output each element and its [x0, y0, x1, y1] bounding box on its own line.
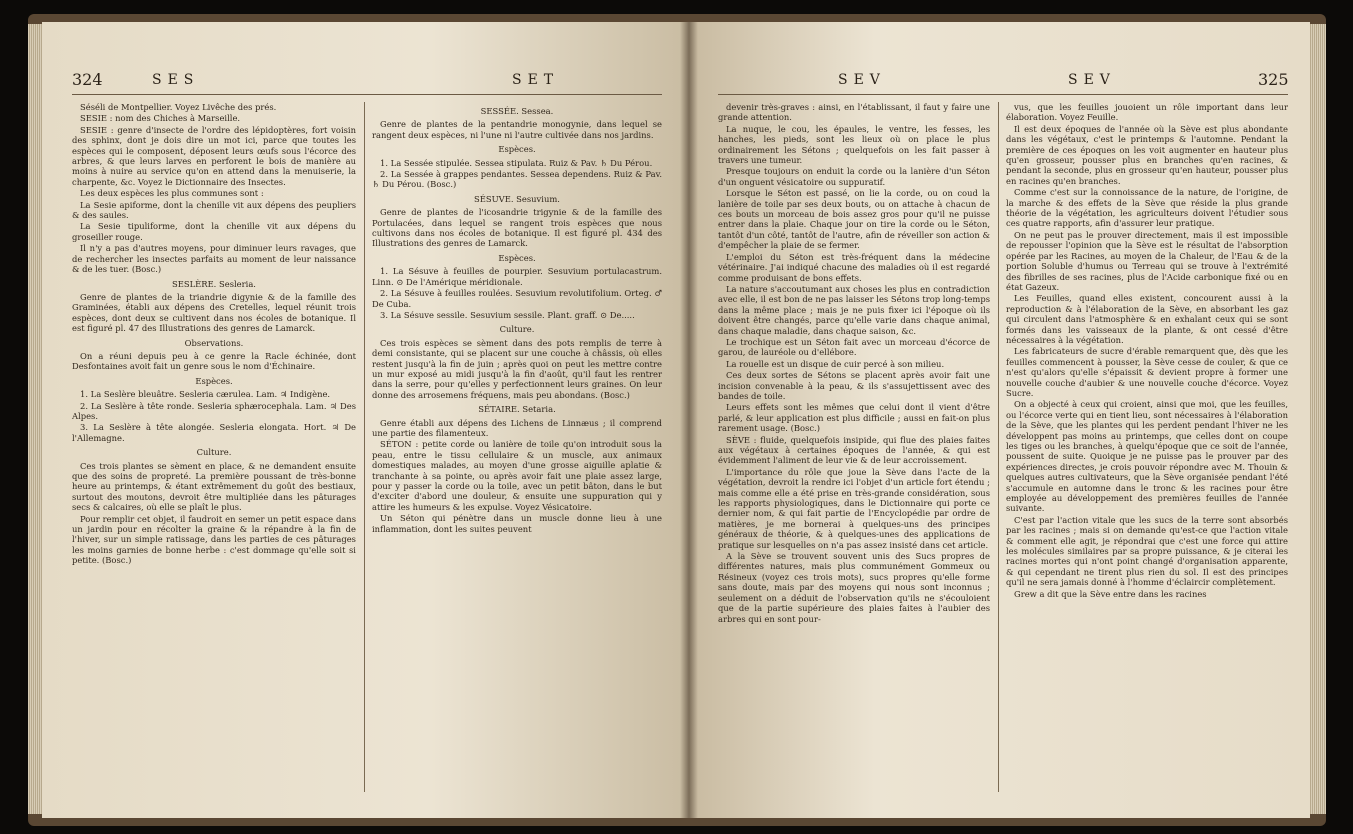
paragraph: Les deux espèces les plus communes sont :: [80, 188, 264, 199]
paragraph: Presque toujours on enduit la corde ou la lanière d'un Séton d'un onguent vésicatoire ou suppuratif.: [718, 166, 990, 187]
paragraph: Le trochique est un Séton fait avec un morceau d'écorce de garou, de lauréole ou d'ellébore.: [718, 336, 990, 358]
paragraph: Culture.: [196, 447, 232, 458]
right-page: [688, 22, 1310, 818]
paragraph: Leurs effets sont les mêmes que celui dont il vient d'être parlé, & leur application est plus difficile ; aussi en fait-on plus rarement usage. (Bosc.): [718, 402, 990, 434]
paragraph: A la Sève se trouvent souvent unis des Sucs propres de différentes natures, mais plus communément Gommeux ou Résineux (voyez ces trois mots), sucs propres qu'elle forme sans doute, mais par des moyens qui nous sont inconnus ; seulement on a déduit de l'observation qu'ils ne s'écouloient que de la partie supérieure des plaies faites à l'aubier des arbres qui en sont pour-: [718, 551, 990, 624]
paragraph: 1. La Sésuve à feuilles de pourpier. Sesuvium portulacastrum. Linn. ⊙ De l'Amérique méridionale.: [372, 266, 662, 287]
paragraph: Les Feuilles, quand elles existent, concourent aussi à la reproduction & à l'élaboration de la Sève, en absorbant les gaz qui circulent dans l'atmosphère & en exhalant ceux qui se sont formés dans les vaisseaux de la plante, & ont cessé d'être nécessaires à la végétation.: [1006, 293, 1288, 345]
paragraph: Observations.: [184, 337, 244, 348]
paragraph: devenir très-graves : ainsi, en l'établissant, il faut y faire une grande attention.: [718, 102, 990, 123]
running-head-left-2: SET: [512, 72, 560, 88]
paragraph: 1. La Sessée stipulée. Sessea stipulata. Ruiz & Pav. ♄ Du Pérou.: [380, 157, 653, 168]
right-column-2: [1006, 102, 1288, 600]
open-book: [28, 14, 1326, 826]
header-rule: [718, 94, 1288, 95]
paragraph: Comme c'est sur la connoissance de la nature, de l'origine, de la marche & des effets de la Sève que réside la plus grande théorie de la végétation, les agriculteurs doivent l'étudier sous ces quatre rapports, afin d'assurer leur pratique.: [1006, 187, 1288, 229]
paragraph: Les fabricateurs de sucre d'érable remarquent que, dès que les feuilles commencent à pousser, la Sève cesse de couler, & que ce n'est qu'alors qu'elle s'épaissit & devient propre à former une nouvelle couche d'aubier & une nouvelle couche d'écorce. Voyez Sucre.: [1006, 346, 1288, 398]
paragraph: 2. La Seslère à tête ronde. Sesleria sphærocephala. Lam. ♃ Des Alpes.: [72, 400, 356, 421]
paragraph: Il n'y a pas d'autres moyens, pour diminuer leurs ravages, que de rechercher les insectes parfaits au moment de leur naissance & de les tuer. (Bosc.): [72, 243, 356, 275]
paragraph: 3. La Sésuve sessile. Sesuvium sessile. Plant. graff. ⊙ De.....: [380, 309, 635, 320]
column-separator: [998, 102, 999, 792]
paragraph: SÉTON : petite corde ou lanière de toile qu'on introduit sous la peau, entre le tissu cellulaire & un muscle, aux animaux domestiques malades, au moyen d'une grosse aiguille aplatie & tranchante à sa pointe, ou après avoir fait une plaie assez large, pour y passer la corde ou la toile, avec un petit bâton, dans le but d'exciter d'abord une douleur, & ensuite une suppuration qui y attire les humeurs & les expulse. Voyez Vésicatoire.: [372, 439, 662, 512]
paragraph: Il est deux époques de l'année où la Sève est plus abondante dans les végétaux, c'est le printemps & l'automne. Pendant la première de ces époques on les voit augmenter en hauteur plus qu'en grosseur, pousser plus en branches qu'en racines, & pendant la seconde, plus en grosseur qu'en hauteur, pousser plus en racines qu'en branches.: [1006, 123, 1288, 186]
paragraph: Genre de plantes de la triandrie digynie & de la famille des Graminées, établi aux dépens des Cretelles, lequel réunit trois espèces, dont deux se cultivent dans nos écoles de botanique. Il est figuré pl. 47 des Illustrations des genres de Lamarck.: [72, 291, 356, 334]
page-number-right: 325: [1258, 70, 1289, 89]
paragraph: On a objecté à ceux qui croient, ainsi que moi, que les feuilles, ou l'écorce verte qui en tient lieu, sont nécessaires à l'élaboration de la Sève, que les plantes qui les perdent pendant l'hiver ne les développent pas moins au printemps, que celles dont on coupe les tiges ou les branches, à quelqu'époque que ce soit de l'année, poussent de suite. Quoique je ne puisse pas le prouver par des expériences directes, je crois pouvoir répondre avec M. Thouin & quelques autres cultivateurs, que la Sève organisée pendant l'été s'accumule en automne dans le tronc & les racines pour être employée au développement des premières feuilles de l'année suivante.: [1006, 399, 1288, 514]
paragraph: Un Séton qui pénètre dans un muscle donne lieu à une inflammation, dont les suites peuvent: [372, 513, 662, 534]
paragraph: SESIE : genre d'insecte de l'ordre des lépidoptères, fort voisin des sphinx, dont je dois dire un mot ici, parce que toutes les espèces qui le composent, déposent leurs œufs sous l'écorce des arbres, & que leurs larves en perforent le bois de manière au moins à nuire au service qu'on en attend dans la menuiserie, la charpente, &c. Voyez le Dictionnaire des Insectes.: [72, 124, 356, 187]
column-separator: [364, 102, 365, 792]
paragraph: La Sesie apiforme, dont la chenille vit aux dépens des peupliers & des saules.: [72, 199, 356, 221]
paragraph: L'importance du rôle que joue la Sève dans l'acte de la végétation, devroit la rendre ici l'objet d'un article fort étendu ; mais comme elle a été prise en très-grande considération, sous les rapports physiologiques, dans le Dictionnaire qui porte ce dernier nom, & qui fait partie de l'Encyclopédie par ordre de matières, je me bornerai à quelques-uns des principes généraux de théorie, & à quelques-unes des applications de pratique sur lesquelles on n'a pas assez insisté dans cet article.: [718, 466, 990, 550]
paragraph: On ne peut pas le prouver directement, mais il est impossible de repousser l'opinion que la Sève est le résultat de l'absorption opérée par les Racines, au moyen de la Chaleur, de l'Eau & de la portion Soluble d'humus ou Terreau qui se trouve à l'extrémité des fibrilles de ses racines, plus de l'Acide carbonique fixé ou en état Gazeux.: [1006, 229, 1288, 292]
right-column-1: [718, 102, 990, 625]
paragraph: La Sesie tipuliforme, dont la chenille vit aux dépens du groseiller rouge.: [72, 221, 356, 242]
left-page: [42, 22, 690, 818]
paragraph: Culture.: [499, 324, 535, 335]
page-number-left: 324: [72, 70, 103, 89]
paragraph: La rouelle est un disque de cuir percé à son milieu.: [726, 358, 945, 369]
paragraph: Lorsque le Séton est passé, on lie la corde, ou on coud la lanière de toile par ses deux bouts, ou on attache à chacun de ces bouts un morceau de bois assez gros pour qu'il ne puisse entrer dans la plaie. Chaque jour on tire la corde ou le Séton, tantôt d'un côté, tantôt de l'autre, afin de réveiller son action & d'empêcher la plaie de se fermer.: [718, 188, 990, 251]
paragraph: On a réuni depuis peu à ce genre la Racle échinée, dont Desfontaines avoit fait un genre sous le nom d'Échinaire.: [72, 350, 356, 372]
left-column-2: [372, 102, 662, 535]
paragraph: Ces trois plantes se sèment en place, & ne demandent ensuite que des soins de propreté. La première poussant de très-bonne heure au printemps, & étant extrêmement du goût des bestiaux, surtout des moutons, devroit être multipliée dans les pâturages secs & calcaires, où elle se plaît le plus.: [72, 460, 356, 513]
paragraph: 1. La Seslère bleuâtre. Sesleria cærulea. Lam. ♃ Indigène.: [80, 389, 331, 400]
left-column-1: [72, 102, 356, 567]
paragraph: Séséli de Montpellier. Voyez Livêche des prés.: [80, 102, 277, 112]
paragraph: La nuque, le cou, les épaules, le ventre, les fesses, les hanches, les pieds, sont les lieux où on place le plus ordinairement les Sétons ; quelquefois on les fait passer à travers une tumeur.: [718, 123, 990, 166]
paragraph: 2. La Sessée à grappes pendantes. Sessea dependens. Ruiz & Pav. ♄ Du Pérou. (Bosc.): [372, 169, 662, 190]
paragraph: SÉSUVE. Sesuvium.: [474, 193, 560, 204]
page-block-right: [1308, 24, 1326, 814]
paragraph: Ces trois espèces se sèment dans des pots remplis de terre à demi consistante, qui se placent sur une couche à châssis, où elles restent jusqu'à la fin de juin ; après quoi on peut les mettre contre un mur exposé au midi jusqu'à la fin d'août, qu'il faut les rentrer dans la serre, pour qu'elles y perfectionnent leurs graines. On leur donne des arrosemens fréquens, mais peu abondans. (Bosc.): [372, 337, 662, 400]
paragraph: Ces deux sortes de Sétons se placent après avoir fait une incision convenable à la peau, & ils s'assujettissent avec des bandes de toile.: [718, 370, 990, 401]
paragraph: L'emploi du Séton est très-fréquent dans la médecine vétérinaire. J'ai indiqué chacune des maladies où il est regardé comme produisant de bons effets.: [718, 251, 990, 283]
running-head-right-1: SEV: [838, 72, 886, 88]
paragraph: La nature s'accoutumant aux choses les plus en contradiction avec elle, il est bon de ne pas laisser les Sétons trop long-temps dans la même place ; mais je ne puis fixer ici l'époque où ils doivent être changés, parce qu'elle varie dans chaque animal, dans chaque maladie, dans chaque saison, &c.: [718, 283, 990, 336]
running-head-left-1: SES: [152, 72, 200, 88]
running-head-right-2: SEV: [1068, 72, 1116, 88]
paragraph: 3. La Seslère à tête alongée. Sesleria elongata. Hort. ♃ De l'Allemagne.: [72, 422, 356, 443]
paragraph: SESIE : nom des Chiches à Marseille.: [80, 113, 241, 124]
paragraph: SÉTAIRE. Setaria.: [478, 404, 556, 415]
paragraph: Espèces.: [195, 375, 233, 386]
paragraph: Genre de plantes de l'icosandrie trigynie & de la famille des Portulacées, dans lequel se rangent trois espèces que nous cultivons dans nos écoles de botanique. Il est figuré pl. 434 des Illustrations des genres de Lamarck.: [372, 207, 662, 249]
paragraph: SESLÈRE. Sesleria.: [172, 278, 256, 289]
paragraph: 2. La Sésuve à feuilles roulées. Sesuvium revolutifolium. Orteg. ♂ De Cuba.: [372, 288, 662, 309]
paragraph: Genre établi aux dépens des Lichens de Linnæus ; il comprend une partie des filamenteux.: [372, 417, 662, 438]
paragraph: Pour remplir cet objet, il faudroit en semer un petit espace dans un jardin pour en récolter la graine & la répandre à la fin de l'hiver, sur un simple ratissage, dans les parties de ces pâturages les moins garnies de bonne herbe : c'est dommage qu'elle soit si petite. (Bosc.): [72, 513, 356, 566]
paragraph: SÈVE : fluide, quelquefois insipide, qui flue des plaies faites aux végétaux à certaines époques de l'année, & qui est évidemment l'aliment de leur vie & de leur accroissement.: [718, 434, 990, 466]
paragraph: Grew a dit que la Sève entre dans les racines: [1014, 588, 1207, 599]
paragraph: C'est par l'action vitale que les sucs de la terre sont absorbés par les racines ; mais si on demande qu'est-ce que l'action vitale & comment elle agit, je répondrai que c'est une force qui attire les molécules similaires par sa propre puissance, & je citerai les racines mortes qui n'ont point changé d'organisation apparente, & qui cependant ne tirent plus rien du sol. Il est des principes qu'il ne sera jamais donné à l'homme d'éclaircir complètement.: [1006, 514, 1288, 588]
header-rule: [72, 94, 662, 95]
paragraph: Espèces.: [498, 144, 536, 155]
paragraph: SESSÉE. Sessea.: [480, 106, 554, 116]
paragraph: Espèces.: [498, 252, 536, 263]
book-gutter: [680, 22, 698, 818]
paragraph: vus, que les feuilles jouoient un rôle important dans leur élaboration. Voyez Feuille.: [1006, 102, 1288, 123]
paragraph: Genre de plantes de la pentandrie monogynie, dans lequel se rangent deux espèces, ni l'une ni l'autre cultivée dans nos jardins.: [372, 119, 662, 140]
